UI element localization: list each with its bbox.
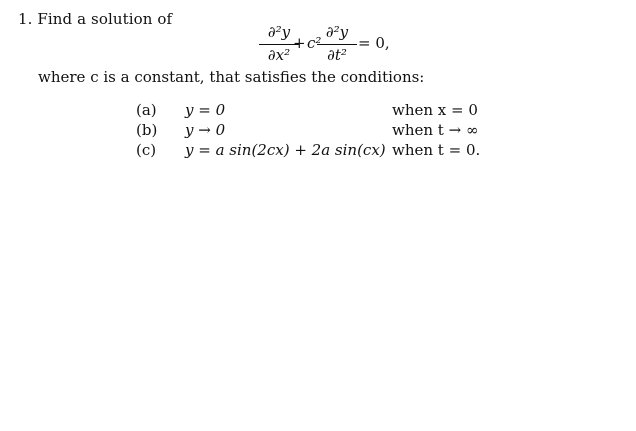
- constraint-description: where c is a constant, that satisfies the conditions:: [38, 68, 425, 86]
- condition-row-c: [136, 141, 576, 161]
- condition-row-b: [136, 121, 576, 141]
- fraction-denominator: ∂x²: [267, 46, 291, 64]
- plus-sign: +: [293, 34, 306, 52]
- condition-when: when x = 0: [392, 101, 478, 119]
- equals-zero: = 0,: [358, 34, 390, 52]
- condition-label: (b): [136, 121, 158, 139]
- condition-expression: y = 0: [185, 101, 226, 119]
- problem-intro: 1. Find a solution of: [18, 10, 173, 28]
- condition-expression: y = a sin(2cx) + 2a sin(cx): [185, 141, 386, 159]
- fraction-numerator: ∂²y: [325, 23, 349, 41]
- fraction-d2y-dt2: [315, 23, 359, 65]
- condition-label: (c): [136, 141, 157, 159]
- conditions-list: [136, 101, 576, 161]
- fraction-denominator: ∂t²: [327, 46, 347, 64]
- coefficient-c-squared: c²: [307, 34, 322, 52]
- fraction-bar: [317, 44, 357, 45]
- fraction-numerator: ∂²y: [267, 23, 291, 41]
- condition-when: when t = 0.: [392, 141, 481, 159]
- condition-label: (a): [136, 101, 157, 119]
- condition-when: when t → ∞: [392, 121, 479, 139]
- condition-expression: y → 0: [185, 121, 226, 139]
- condition-row-a: [136, 101, 576, 121]
